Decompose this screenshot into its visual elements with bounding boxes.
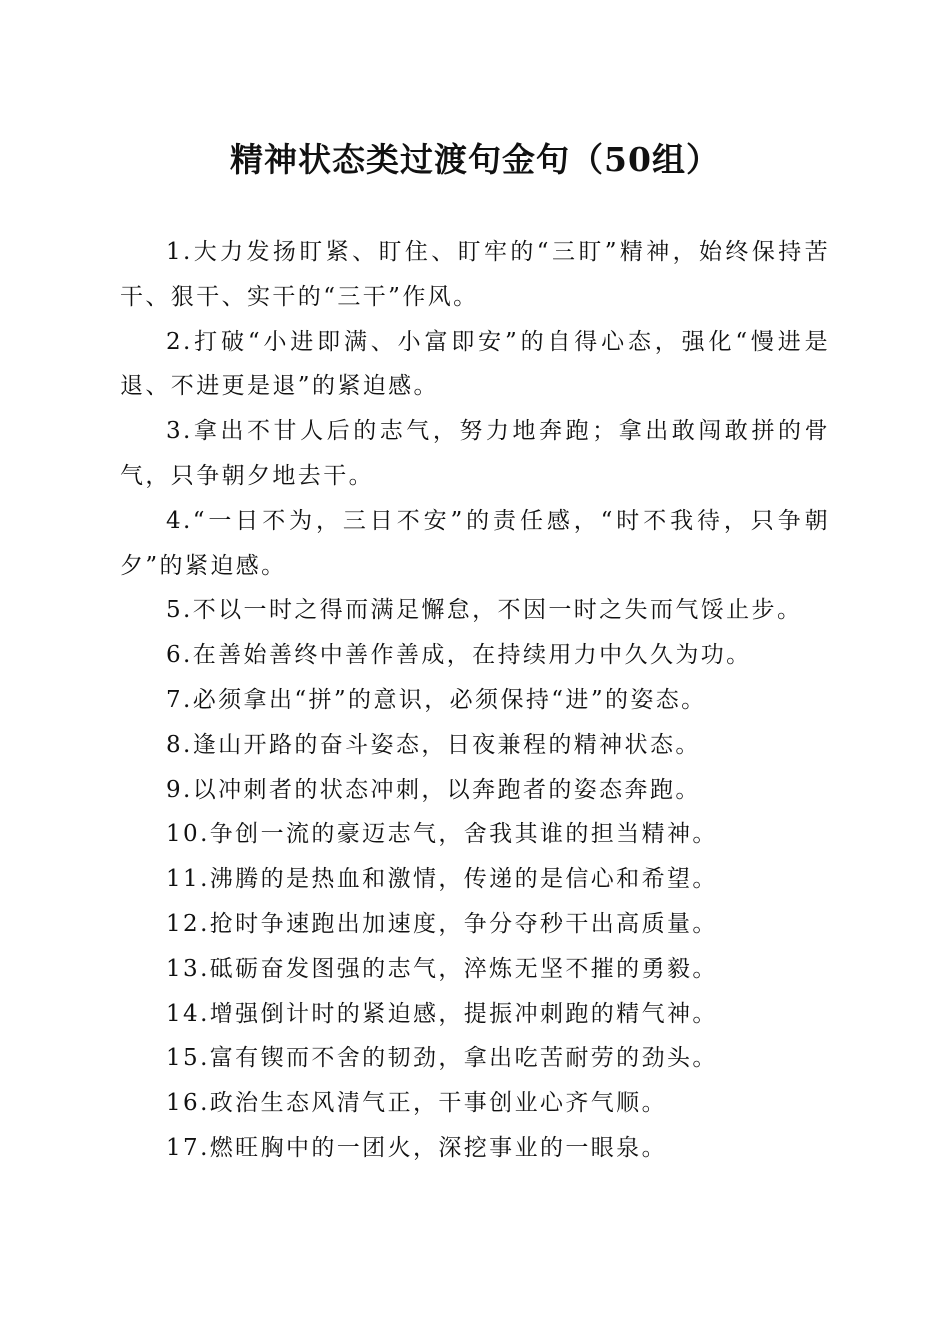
list-item: 1.大力发扬盯紧、盯住、盯牢的“三盯”精神，始终保持苦干、狠干、实干的“三干”作风。: [120, 239, 830, 310]
list-item: 12.抢时争速跑出加速度，争分夺秒干出高质量。: [166, 910, 718, 937]
list-item: 10.争创一流的豪迈志气，舍我其谁的担当精神。: [166, 821, 718, 848]
list-item: 15.富有锲而不舍的韧劲，拿出吃苦耐劳的劲头。: [166, 1045, 718, 1072]
list-item: 5.不以一时之得而满足懈怠，不因一时之失而气馁止步。: [166, 597, 803, 624]
list-item: 14.增强倒计时的紧迫感，提振冲刺跑的精气神。: [166, 1000, 718, 1027]
document-body: [120, 230, 830, 1171]
list-item: 4.“一日不为，三日不安”的责任感，“时不我待，只争朝夕”的紧迫感。: [120, 507, 830, 579]
list-item: 11.沸腾的是热血和激情，传递的是信心和希望。: [166, 866, 718, 893]
list-item: 8.逢山开路的奋斗姿态，日夜兼程的精神状态。: [166, 731, 701, 758]
list-item: 6.在善始善终中善作善成，在持续用力中久久为功。: [166, 642, 752, 669]
list-item: 17.燃旺胸中的一团火，深挖事业的一眼泉。: [166, 1134, 667, 1161]
list-item: 16.政治生态风清气正，干事创业心齐气顺。: [166, 1090, 667, 1117]
document-title: 精神状态类过渡句金句（50组）: [230, 140, 720, 179]
list-item: 9.以冲刺者的状态冲刺，以奔跑者的姿态奔跑。: [166, 776, 701, 803]
list-item: 2.打破“小进即满、小富即安”的自得心态，强化“慢进是退、不进更是退”的紧迫感。: [120, 328, 830, 400]
list-item: 13.砥砺奋发图强的志气，淬炼无坚不摧的勇毅。: [166, 955, 718, 982]
list-item: 3.拿出不甘人后的志气，努力地奔跑；拿出敢闯敢拼的骨气，只争朝夕地去干。: [120, 418, 830, 489]
list-item: 7.必须拿出“拼”的意识，必须保持“进”的姿态。: [166, 686, 707, 713]
